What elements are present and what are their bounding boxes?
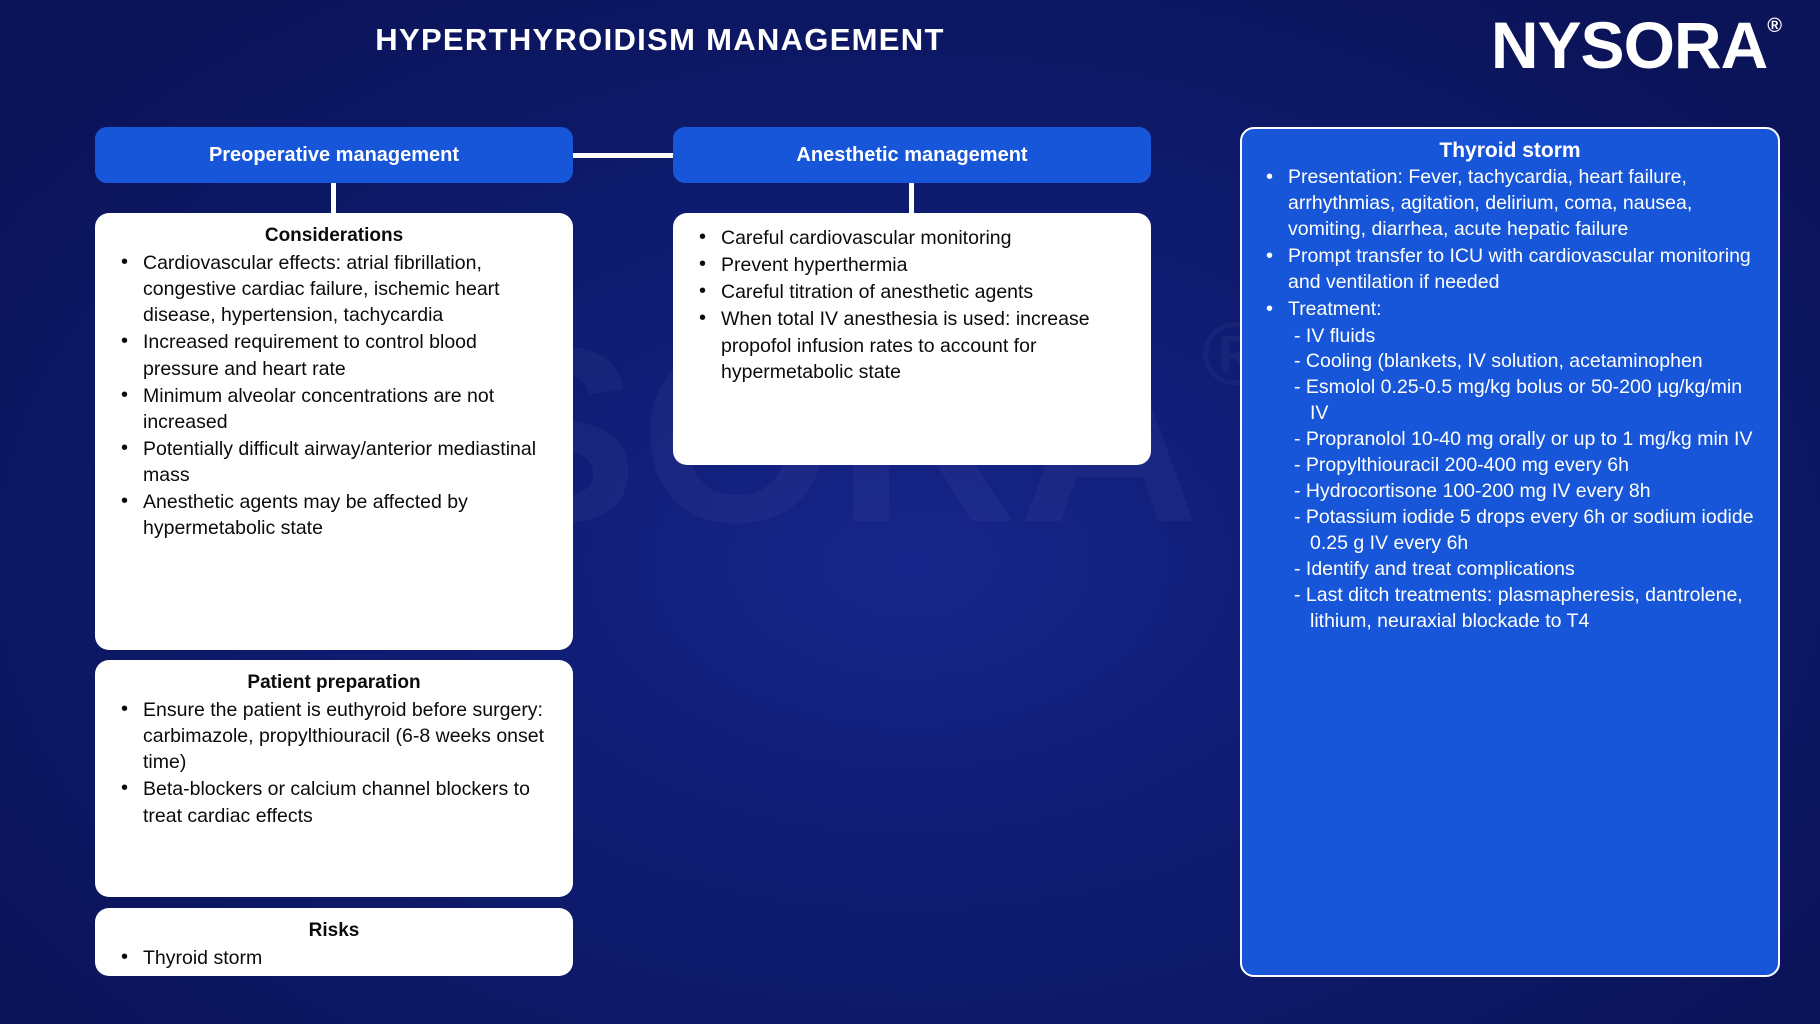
list-item: - IV fluids bbox=[1294, 324, 1376, 347]
list-item: • Cardiovascular effects: atrial fibrillation, congestive cardiac failure, ischemic heart disease, hypertension, tachycardia bbox=[111, 250, 557, 328]
panel-thyroid-storm-title: Thyroid storm bbox=[1439, 139, 1581, 162]
list-item: • Ensure the patient is euthyroid before surgery: carbimazole, propylthiouracil (6-8 weeks onset time) bbox=[111, 697, 557, 775]
card-risks-list bbox=[111, 945, 557, 971]
nysora-logo bbox=[1490, 8, 1782, 82]
list-item: • Careful titration of anesthetic agents bbox=[689, 279, 1135, 305]
panel-thyroid-storm bbox=[1240, 127, 1780, 977]
list-item: • Treatment: bbox=[1256, 297, 1764, 323]
page-title: HYPERTHYROIDISM MANAGEMENT bbox=[375, 22, 945, 57]
list-item: • Thyroid storm bbox=[111, 945, 557, 971]
connector-horizontal bbox=[573, 153, 673, 158]
card-anesthetic-management bbox=[673, 213, 1151, 465]
list-item: • Anesthetic agents may be affected by hypermetabolic state bbox=[111, 489, 557, 541]
thyroid-storm-treatment-list bbox=[1294, 324, 1764, 635]
list-item: • Prevent hyperthermia bbox=[689, 252, 1135, 278]
card-anesthetic-management-list bbox=[689, 225, 1135, 385]
list-item: - Propylthiouracil 200-400 mg every 6h bbox=[1294, 454, 1629, 477]
list-item: - Esmolol 0.25-0.5 mg/kg bolus or 50-200 µg/kg/min IV bbox=[1294, 376, 1743, 425]
list-item: - Propranolol 10-40 mg orally or up to 1 mg/kg min IV bbox=[1294, 428, 1753, 451]
list-item: • When total IV anesthesia is used: increase propofol infusion rates to account for hypermetabolic state bbox=[689, 306, 1135, 384]
panel-thyroid-storm-list bbox=[1256, 165, 1764, 323]
header-preoperative-management: Preoperative management bbox=[95, 127, 573, 183]
list-item: - Hydrocortisone 100-200 mg IV every 8h bbox=[1294, 480, 1651, 503]
card-patient-preparation-title: Patient preparation bbox=[247, 672, 421, 693]
list-item: • Beta-blockers or calcium channel blockers to treat cardiac effects bbox=[111, 776, 557, 828]
card-considerations bbox=[95, 213, 573, 650]
list-item: • Careful cardiovascular monitoring bbox=[689, 225, 1135, 251]
list-item: • Prompt transfer to ICU with cardiovascular monitoring and ventilation if needed bbox=[1256, 244, 1764, 296]
card-considerations-list bbox=[111, 250, 557, 541]
card-considerations-title: Considerations bbox=[264, 225, 404, 246]
list-item: - Last ditch treatments: plasmapheresis, dantrolene, lithium, neuraxial blockade to T4 bbox=[1294, 583, 1743, 632]
card-risks-title: Risks bbox=[308, 920, 360, 941]
list-item: • Minimum alveolar concentrations are not increased bbox=[111, 383, 557, 435]
list-item: • Presentation: Fever, tachycardia, heart failure, arrhythmias, agitation, delirium, coma, nausea, vomiting, diarrhea, acute hepatic failure bbox=[1256, 165, 1764, 243]
connector-vertical-anesthetic bbox=[909, 183, 914, 213]
registered-trademark-icon: ® bbox=[1767, 15, 1782, 37]
card-patient-preparation bbox=[95, 660, 573, 897]
list-item: - Identify and treat complications bbox=[1294, 557, 1575, 580]
list-item: • Potentially difficult airway/anterior mediastinal mass bbox=[111, 436, 557, 488]
header-anesthetic-management: Anesthetic management bbox=[673, 127, 1151, 183]
connector-vertical-preoperative bbox=[331, 183, 336, 213]
card-risks bbox=[95, 908, 573, 976]
list-item: - Cooling (blankets, IV solution, acetaminophen bbox=[1294, 350, 1703, 373]
list-item: • Increased requirement to control blood pressure and heart rate bbox=[111, 329, 557, 381]
card-patient-preparation-list bbox=[111, 697, 557, 829]
list-item: - Potassium iodide 5 drops every 6h or sodium iodide 0.25 g IV every 6h bbox=[1294, 505, 1754, 554]
nysora-logo-text: NYSORA bbox=[1490, 8, 1768, 82]
